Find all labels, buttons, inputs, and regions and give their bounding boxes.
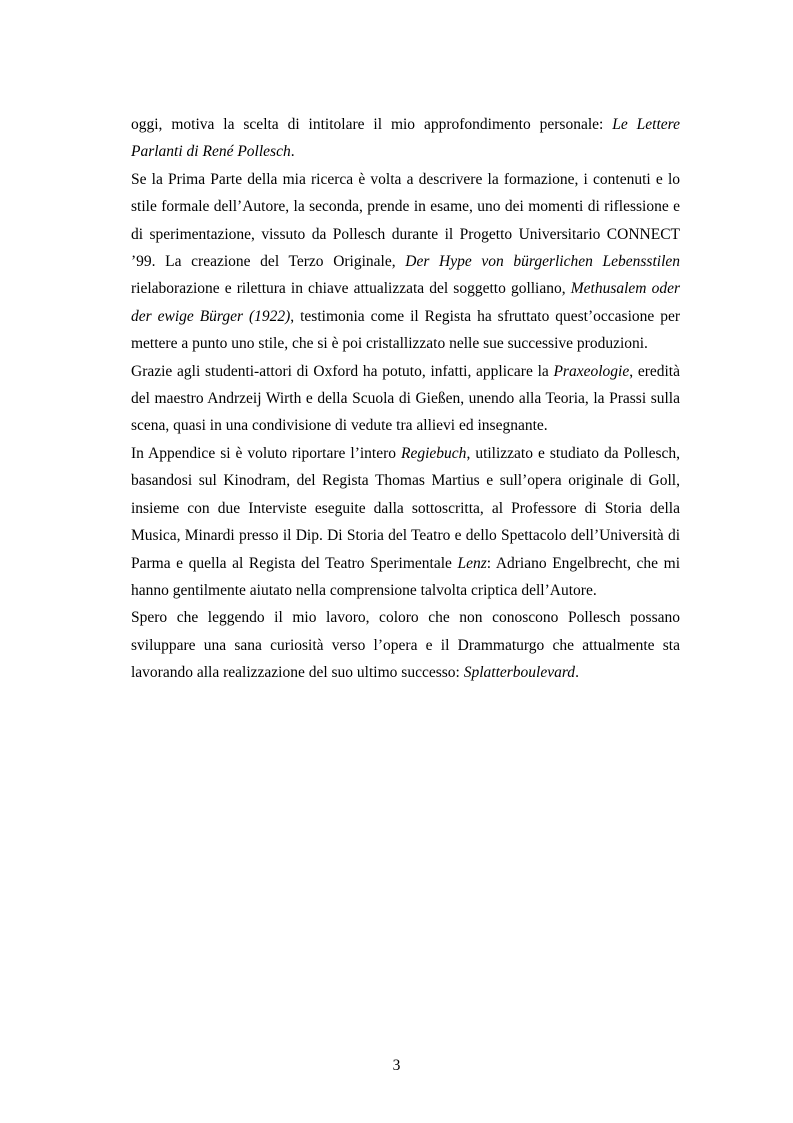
italic-term-segment: Praxeologie [553, 362, 630, 380]
text-segment: , utilizzato e studiato da Pollesch, basandosi sul Kinodram, del Regista Thomas Martius e sull’opera originale di Goll, insieme con due Interviste eseguite dalla sottoscritta, al Professore di Storia della Musica, Minardi presso il Dip. Di Storia del Teatro e dello Spettacolo dell’Università di Parma e quella al Regista del Teatro Sperimentale [131, 444, 680, 572]
page-number: 3 [392, 1057, 401, 1074]
text-segment: : Adriano Engelbrecht, che mi hanno gentilmente aiutato nella comprensione talvolta criptica dell’Autore. [131, 554, 681, 599]
paragraph-4 [131, 440, 680, 604]
italic-term-segment: Regiebuch [401, 444, 467, 462]
text-segment: oggi, motiva la scelta di intitolare il mio approfondimento personale: [131, 116, 613, 133]
italic-title-segment: Splatterboulevard [463, 664, 576, 682]
text-segment: Spero che leggendo il mio lavoro, coloro che non conoscono Pollesch possano sviluppare una sana curiosità verso l’opera e il Drammaturgo che attualmente sta lavorando alla realizzazione del suo ultimo successo: [131, 609, 680, 682]
body-text [131, 111, 680, 687]
paragraph-1 [131, 111, 680, 166]
text-segment: rielaborazione e rilettura in chiave attualizzata del soggetto golliano, [131, 280, 571, 298]
paragraph-2 [131, 166, 680, 358]
text-segment: Grazie agli studenti-attori di Oxford ha potuto, infatti, applicare la [131, 362, 554, 380]
text-segment: In Appendice si è voluto riportare l’intero [131, 444, 402, 462]
text-segment: , eredità del maestro Andrzeij Wirth e della Scuola di Gießen, unendo alla Teoria, la Prassi sulla scena, quasi in una condivisione di vedute tra allievi ed insegnante. [131, 362, 680, 435]
paragraph-5 [131, 604, 680, 686]
text-segment: . [575, 664, 579, 682]
paragraph-3 [131, 358, 680, 440]
text-segment: , testimonia come il Regista ha sfruttato quest’occasione per mettere a punto uno stile, che si è poi cristallizzato nelle sue successive produzioni. [131, 307, 680, 353]
italic-title-segment: Der Hype von bürgerlichen Lebensstilen [405, 253, 681, 271]
italic-title-segment: Methusalem oder der ewige Bürger (1922) [131, 280, 680, 325]
italic-title-segment: Le Lettere Parlanti di René Pollesch [131, 116, 680, 161]
text-segment: . [290, 143, 295, 161]
text-segment: Se la Prima Parte della mia ricerca è volta a descrivere la formazione, i contenuti e lo stile formale dell’Autore, la seconda, prende in esame, uno dei momenti di riflessione e di sperimentazione, vissuto da Pollesch durante il Progetto Universitario CONNECT ’99. La creazione del Terzo Originale, [131, 170, 680, 271]
italic-term-segment: Lenz [457, 554, 487, 572]
